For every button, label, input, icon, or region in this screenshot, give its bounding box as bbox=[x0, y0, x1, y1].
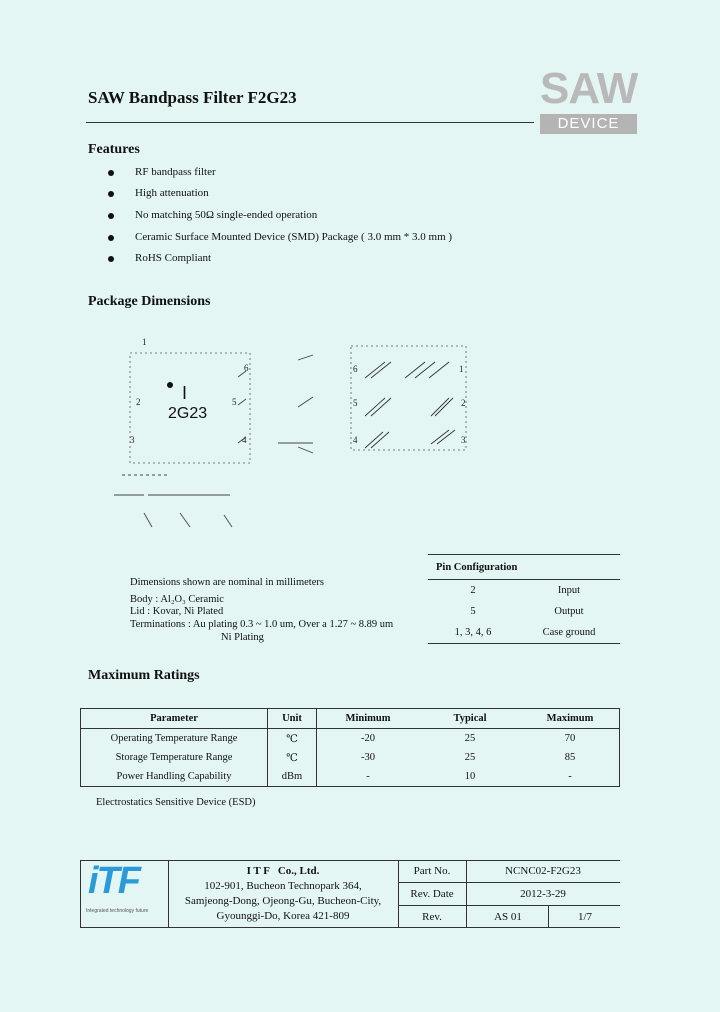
company-name: I T F Co., Ltd. bbox=[246, 865, 320, 877]
address-line: 102-901, Bucheon Technopark 364, bbox=[204, 880, 362, 892]
rev-label: Rev. bbox=[422, 911, 442, 923]
pin-label: 1 bbox=[142, 337, 147, 347]
footer-divider bbox=[466, 860, 467, 928]
pin-label: 6 bbox=[244, 363, 249, 373]
esd-note: Electrostatics Sensitive Device (ESD) bbox=[96, 797, 256, 808]
note-line: Ni Plating bbox=[221, 632, 264, 643]
pad-hatch bbox=[365, 362, 385, 378]
pin-config-heading: Pin Configuration bbox=[428, 555, 620, 580]
bullet-icon bbox=[108, 191, 114, 197]
function-cell: Output bbox=[554, 606, 584, 617]
column-header: Minimum bbox=[317, 709, 420, 729]
note-line: Terminations : Au plating 0.3 ~ 1.0 um, Over a 1.27 ~ 8.89 um bbox=[130, 619, 394, 630]
ratings-heading: Maximum Ratings bbox=[88, 668, 200, 683]
pin-label: 2 bbox=[136, 397, 141, 407]
footer-left-rule bbox=[80, 860, 81, 928]
table-cell: Operating Temperature Range bbox=[81, 729, 268, 749]
pad-hatch bbox=[431, 398, 449, 416]
rev-value: AS 01 bbox=[494, 911, 522, 923]
table-row bbox=[428, 601, 620, 622]
saw-device-logo bbox=[540, 64, 638, 134]
address-line: Samjeong-Dong, Ojeong-Gu, Bucheon-City, bbox=[184, 895, 382, 907]
pin-label: 5 bbox=[353, 398, 358, 408]
side-mark bbox=[298, 397, 313, 407]
pad-hatch bbox=[371, 398, 391, 416]
feature-text: Ceramic Surface Mounted Device (SMD) Package ( 3.0 mm * 3.0 mm ) bbox=[135, 231, 453, 243]
pad-hatch bbox=[365, 398, 385, 416]
bullet-icon bbox=[108, 170, 114, 176]
package-heading: Package Dimensions bbox=[88, 294, 211, 309]
table-row bbox=[81, 767, 620, 787]
pin-configuration-table bbox=[428, 554, 620, 644]
rev-date-value: 2012-3-29 bbox=[520, 888, 566, 900]
column-header: Typical bbox=[419, 709, 521, 729]
features-heading: Features bbox=[88, 142, 140, 157]
column-header: Unit bbox=[268, 709, 317, 729]
bottom-view-drawing bbox=[345, 340, 495, 460]
table-row bbox=[81, 748, 620, 767]
pin-label: 4 bbox=[242, 435, 247, 445]
pin-label: 6 bbox=[353, 364, 358, 374]
itf-logo bbox=[86, 860, 164, 922]
table-cell: 25 bbox=[464, 752, 476, 763]
pad-mark bbox=[238, 399, 246, 405]
logo-device-text: DEVICE bbox=[540, 114, 637, 134]
feature-text: RF bandpass filter bbox=[135, 166, 216, 178]
pin-label: 3 bbox=[461, 435, 466, 445]
table-cell: dBm bbox=[268, 767, 317, 787]
note-line: Body : Al₂O₃ Ceramic bbox=[130, 594, 224, 605]
column-header: Maximum bbox=[521, 709, 620, 729]
footer-bottom-rule bbox=[80, 927, 620, 928]
pin-label: 5 bbox=[232, 397, 237, 407]
pad-hatch bbox=[435, 398, 453, 416]
pad-hatch bbox=[405, 362, 425, 378]
feature-text: High attenuation bbox=[135, 187, 209, 199]
bullet-icon bbox=[108, 213, 114, 219]
pin-label: 1 bbox=[459, 364, 464, 374]
table-cell: - bbox=[317, 767, 420, 787]
note-line: Lid : Kovar, Ni Plated bbox=[130, 606, 224, 617]
table-cell: Storage Temperature Range bbox=[81, 748, 268, 767]
table-row bbox=[81, 729, 620, 749]
table-cell: 25 bbox=[464, 733, 476, 744]
table-cell: 10 bbox=[419, 767, 521, 787]
lead-mark bbox=[144, 513, 152, 527]
pin-cell: 2 bbox=[470, 585, 476, 596]
table-cell: -20 bbox=[361, 733, 375, 744]
footer-divider bbox=[168, 860, 169, 928]
marking-line1: I bbox=[182, 383, 188, 403]
footer-top-rule bbox=[80, 860, 620, 861]
table-cell: - bbox=[521, 767, 620, 787]
side-mark bbox=[298, 355, 313, 360]
pin-label: 2 bbox=[461, 398, 466, 408]
table-cell: ℃ bbox=[268, 729, 317, 749]
feature-text: RoHS Compliant bbox=[135, 252, 212, 264]
rev-date-label: Rev. Date bbox=[410, 888, 454, 900]
table-cell: 85 bbox=[521, 748, 620, 767]
page-number: 1/7 bbox=[577, 911, 593, 923]
page-title: SAW Bandpass Filter F2G23 bbox=[88, 88, 297, 107]
itf-logo-tagline: Integrated technology future bbox=[86, 908, 149, 914]
footer-row-rule bbox=[398, 882, 620, 883]
lead-mark bbox=[180, 513, 190, 527]
part-no-label: Part No. bbox=[413, 865, 451, 877]
logo-saw-text: SAW bbox=[540, 64, 638, 113]
pin-config-header-row bbox=[428, 555, 620, 580]
lead-mark bbox=[224, 515, 232, 527]
title-divider bbox=[86, 122, 534, 123]
footer-divider bbox=[548, 905, 549, 928]
part-no-value: NCNC02-F2G23 bbox=[505, 865, 581, 877]
table-cell: 70 bbox=[521, 729, 620, 749]
pin-cell: 1, 3, 4, 6 bbox=[428, 622, 518, 644]
note-line: Dimensions shown are nominal in millimeters bbox=[130, 577, 324, 588]
table-cell: -30 bbox=[361, 752, 375, 763]
column-header: Parameter bbox=[81, 709, 268, 729]
table-row bbox=[428, 622, 620, 644]
table-row bbox=[428, 580, 620, 602]
function-cell: Input bbox=[557, 585, 581, 596]
pin-cell: 5 bbox=[470, 606, 476, 617]
ratings-table bbox=[80, 708, 620, 787]
side-mark bbox=[298, 447, 313, 453]
bullet-icon bbox=[108, 235, 114, 241]
footer-row-rule bbox=[398, 905, 620, 906]
pin-label: 3 bbox=[130, 435, 135, 445]
footer-divider bbox=[398, 860, 399, 928]
pin-label: 4 bbox=[353, 435, 358, 445]
itf-logo-text: iTF bbox=[88, 860, 139, 902]
footer-block bbox=[80, 860, 620, 928]
function-cell: Case ground bbox=[518, 622, 620, 644]
pad-hatch bbox=[371, 362, 391, 378]
ratings-header-row bbox=[81, 709, 620, 729]
feature-text: No matching 50Ω single-ended operation bbox=[135, 209, 318, 221]
pin1-dot bbox=[167, 382, 173, 388]
table-cell: ℃ bbox=[268, 748, 317, 767]
bottom-view-svg bbox=[345, 340, 495, 460]
marking-line2: 2G23 bbox=[168, 405, 208, 422]
bullet-icon bbox=[108, 256, 114, 262]
address-line: Gyounggi-Do, Korea 421-809 bbox=[216, 910, 350, 922]
table-cell: Power Handling Capability bbox=[81, 767, 268, 787]
